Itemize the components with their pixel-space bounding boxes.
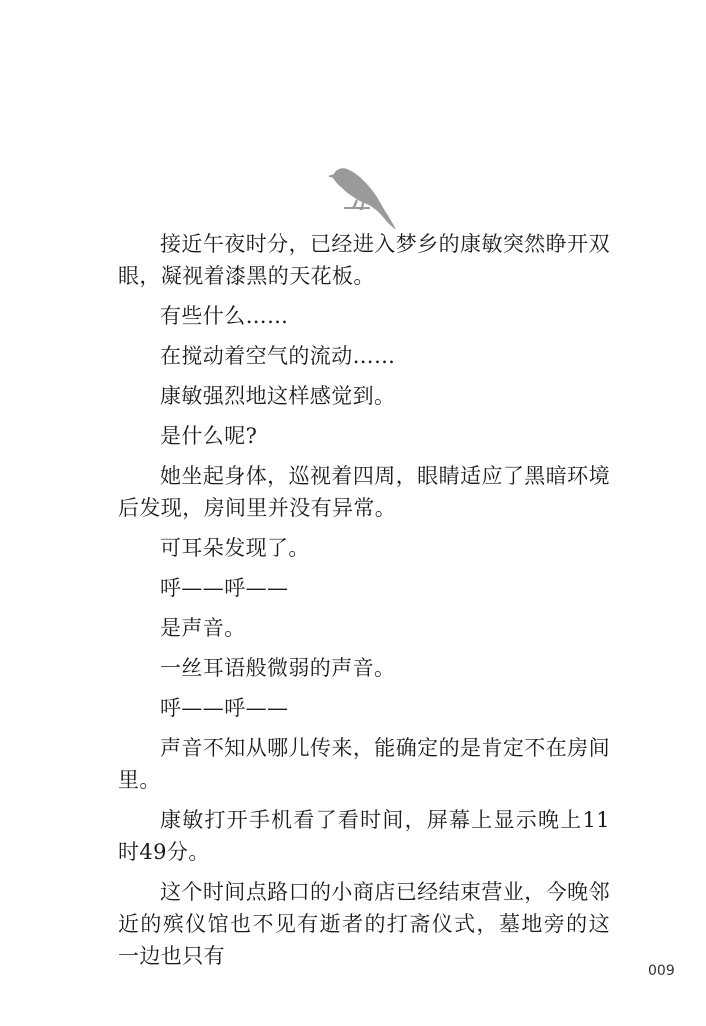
paragraph-4: 康敏强烈地这样感觉到。 xyxy=(160,384,396,408)
page-number: 009 xyxy=(648,963,675,979)
paragraph-8: 呼——呼—— xyxy=(160,576,289,600)
paragraph-2: 有些什么…… xyxy=(160,304,289,328)
paragraph-10: 一丝耳语般微弱的声音。 xyxy=(160,656,396,680)
paragraph-5: 是什么呢? xyxy=(160,424,258,448)
body-text xyxy=(118,228,610,980)
paragraph-7: 可耳朵发现了。 xyxy=(160,536,310,560)
paragraph-14: 这个时间点路口的小商店已经结束营业，今晚邻近的殡仪馆也不见有逝者的打斋仪式，墓地旁的这一边也只有 xyxy=(118,880,610,968)
paragraph-11: 呼——呼—— xyxy=(160,696,289,720)
parrot-silhouette-icon xyxy=(326,164,400,234)
paragraph-3: 在搅动着空气的流动…… xyxy=(160,344,396,368)
paragraph-6: 她坐起身体，巡视着四周，眼睛适应了黑暗环境后发现，房间里并没有异常。 xyxy=(118,464,610,520)
paragraph-1: 接近午夜时分，已经进入梦乡的康敏突然睁开双眼，凝视着漆黑的天花板。 xyxy=(118,232,610,288)
paragraph-13: 康敏打开手机看了看时间，屏幕上显示晚上11时49分。 xyxy=(118,808,610,864)
paragraph-9: 是声音。 xyxy=(160,616,246,640)
paragraph-12: 声音不知从哪儿传来，能确定的是肯定不在房间里。 xyxy=(118,736,610,792)
